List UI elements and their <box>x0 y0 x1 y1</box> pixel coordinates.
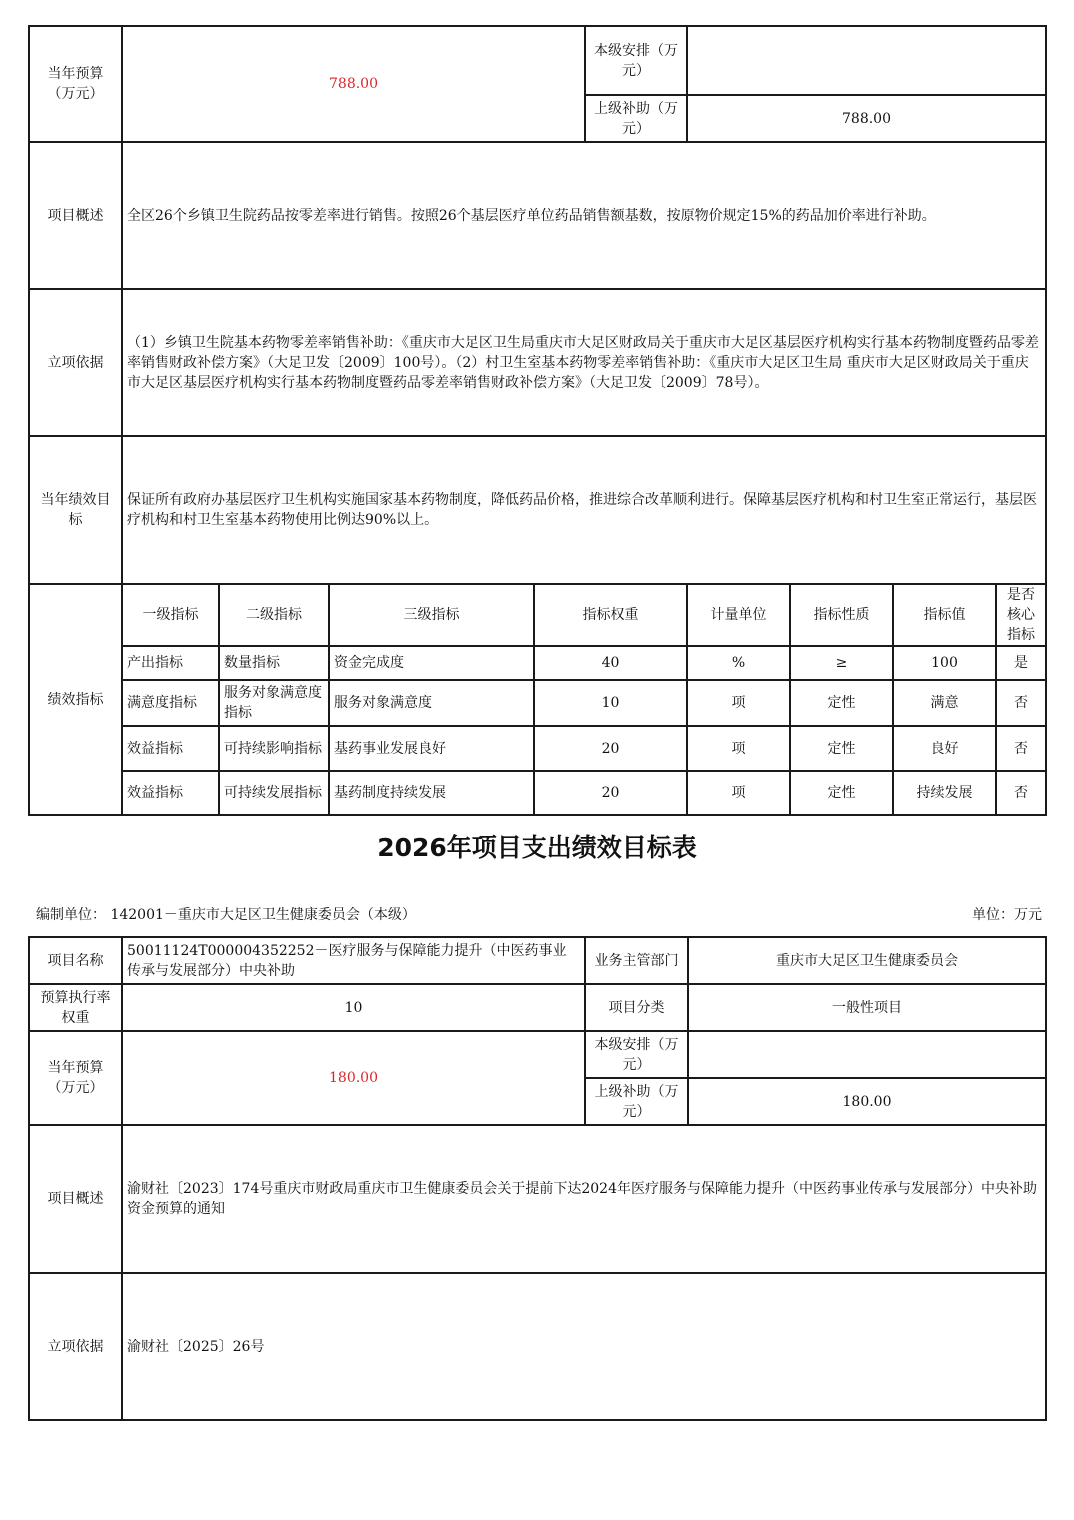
indicator-cell: 否 <box>996 680 1046 726</box>
unit-text: 单位：万元 <box>972 907 1042 923</box>
indicator-cell: 可持续影响指标 <box>219 726 329 771</box>
budget-label: 当年预算（万元） <box>29 26 122 142</box>
project-name-value: 50011124T000004352252－医疗服务与保障能力提升（中医药事业传承与发展部分）中央补助 <box>122 937 585 984</box>
indicator-header: 三级指标 <box>329 584 534 646</box>
indicator-cell: 否 <box>996 771 1046 815</box>
exec-weight-value: 10 <box>122 984 585 1031</box>
indicator-cell: 可持续发展指标 <box>219 771 329 815</box>
goal-label: 当年绩效目标 <box>29 436 122 584</box>
indicator-cell: 项 <box>687 771 790 815</box>
indicator-cell: 100 <box>893 646 996 680</box>
performance-table-2 <box>28 936 1047 1421</box>
indicator-cell: 效益指标 <box>122 726 219 771</box>
org-line <box>36 904 416 924</box>
indicator-row <box>29 771 1046 815</box>
indicator-cell: 定性 <box>790 726 893 771</box>
org-value: 142001－重庆市大足区卫生健康委员会（本级） <box>110 907 416 923</box>
indicator-header: 指标权重 <box>534 584 687 646</box>
overview-text: 渝财社〔2023〕174号重庆市财政局重庆市卫生健康委员会关于提前下达2024年医疗服务与保障能力提升（中医药事业传承与发展部分）中央补助资金预算的通知 <box>122 1125 1046 1273</box>
indicator-cell: 20 <box>534 726 687 771</box>
dept-label: 业务主管部门 <box>585 937 688 984</box>
local-arrangement-label: 本级安排（万元） <box>585 26 687 95</box>
indicator-cell: ≥ <box>790 646 893 680</box>
indicator-cell: 服务对象满意度指标 <box>219 680 329 726</box>
indicator-cell: 定性 <box>790 680 893 726</box>
indicator-row <box>29 646 1046 680</box>
indicator-cell: 资金完成度 <box>329 646 534 680</box>
indicator-header: 指标值 <box>893 584 996 646</box>
indicator-cell: 产出指标 <box>122 646 219 680</box>
indicator-cell: 项 <box>687 680 790 726</box>
upper-subsidy-value: 180.00 <box>688 1078 1046 1125</box>
basis-text: 渝财社〔2025〕26号 <box>122 1273 1046 1420</box>
indicator-cell: 基药制度持续发展 <box>329 771 534 815</box>
goal-text: 保证所有政府办基层医疗卫生机构实施国家基本药物制度，降低药品价格，推进综合改革顺利进行。保障基层医疗机构和村卫生室正常运行，基层医疗机构和村卫生室基本药物使用比例达90%以上。 <box>122 436 1046 584</box>
indicator-header: 二级指标 <box>219 584 329 646</box>
indicator-cell: 服务对象满意度 <box>329 680 534 726</box>
indicator-cell: 40 <box>534 646 687 680</box>
local-arrangement-value <box>688 1031 1046 1078</box>
basis-label: 立项依据 <box>29 289 122 436</box>
indicator-cell: 满意度指标 <box>122 680 219 726</box>
indicator-cell: 效益指标 <box>122 771 219 815</box>
page-title: 2026年项目支出绩效目标表 <box>377 833 697 862</box>
indicator-header: 一级指标 <box>122 584 219 646</box>
overview-label: 项目概述 <box>29 142 122 289</box>
indicator-header: 计量单位 <box>687 584 790 646</box>
local-arrangement-label: 本级安排（万元） <box>585 1031 688 1078</box>
dept-value: 重庆市大足区卫生健康委员会 <box>688 937 1046 984</box>
indicator-cell: 定性 <box>790 771 893 815</box>
indicator-header: 是否核心指标 <box>996 584 1046 646</box>
upper-subsidy-label: 上级补助（万元） <box>585 95 687 142</box>
indicator-cell: 20 <box>534 771 687 815</box>
indicator-row <box>29 680 1046 726</box>
local-arrangement-value <box>687 26 1046 95</box>
org-label: 编制单位： <box>36 907 106 923</box>
indicator-cell: 满意 <box>893 680 996 726</box>
overview-text: 全区26个乡镇卫生院药品按零差率进行销售。按照26个基层医疗单位药品销售额基数，按原物价规定15%的药品加价率进行补助。 <box>122 142 1046 289</box>
basis-text: （1）乡镇卫生院基本药物零差率销售补助：《重庆市大足区卫生局重庆市大足区财政局关于重庆市大足区基层医疗机构实行基本药物制度暨药品零差率销售财政补偿方案》（大足卫发〔2009〕100号）。（2）村卫生室基本药物零差率销售补助：《重庆市大足区卫生局 重庆市大足区财政局关于重庆市大足区基层医疗机构实行基本药物制度暨药品零差率销售财政补偿方案》（大足卫发〔2009〕78号）。 <box>122 289 1046 436</box>
indicator-cell: 是 <box>996 646 1046 680</box>
indicator-cell: 良好 <box>893 726 996 771</box>
indicators-label: 绩效指标 <box>29 584 122 815</box>
performance-table-1 <box>28 25 1047 816</box>
category-label: 项目分类 <box>585 984 688 1031</box>
upper-subsidy-value: 788.00 <box>687 95 1046 142</box>
indicator-cell: 持续发展 <box>893 771 996 815</box>
overview-label: 项目概述 <box>29 1125 122 1273</box>
indicator-cell: 否 <box>996 726 1046 771</box>
exec-weight-label: 预算执行率权重 <box>29 984 122 1031</box>
budget-label: 当年预算（万元） <box>29 1031 122 1125</box>
indicator-header-row <box>29 584 1046 646</box>
basis-label: 立项依据 <box>29 1273 122 1420</box>
budget-value: 180.00 <box>122 1031 585 1125</box>
category-value: 一般性项目 <box>688 984 1046 1031</box>
upper-subsidy-label: 上级补助（万元） <box>585 1078 688 1125</box>
indicator-cell: 基药事业发展良好 <box>329 726 534 771</box>
indicator-cell: 10 <box>534 680 687 726</box>
indicator-cell: % <box>687 646 790 680</box>
project-name-label: 项目名称 <box>29 937 122 984</box>
indicator-header: 指标性质 <box>790 584 893 646</box>
indicator-row <box>29 726 1046 771</box>
indicator-cell: 项 <box>687 726 790 771</box>
budget-value: 788.00 <box>122 26 585 142</box>
indicator-cell: 数量指标 <box>219 646 329 680</box>
